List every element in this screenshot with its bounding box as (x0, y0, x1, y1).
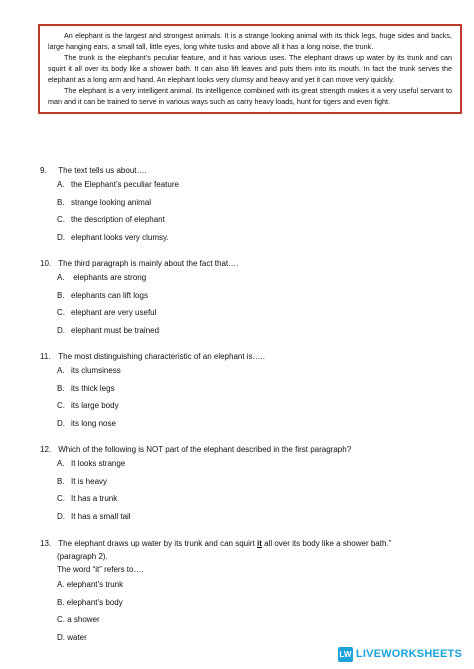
option-a[interactable] (40, 362, 460, 380)
question-text-after: all over its body like a shower bath.” (261, 539, 392, 548)
question-stem (40, 165, 460, 176)
liveworksheets-logo-icon: LW (338, 647, 353, 662)
option-list (40, 576, 460, 646)
option-c[interactable] (40, 490, 460, 508)
option-text: the Elephant’s peculiar feature (71, 180, 179, 189)
option-letter: D. (57, 232, 65, 242)
question-reference: (paragraph 2). (57, 552, 108, 561)
option-letter: A. (57, 580, 65, 589)
option-d[interactable] (40, 322, 460, 340)
question-number: 12. (40, 445, 52, 454)
option-b[interactable] (40, 594, 460, 612)
option-letter: C. (57, 615, 65, 624)
question-number: 13. (40, 539, 52, 548)
option-text: It is heavy (71, 476, 108, 486)
option-d[interactable] (40, 508, 460, 526)
question-text: The text tells us about…. (58, 166, 147, 175)
option-d[interactable] (40, 229, 460, 247)
option-text: elephant’s trunk (66, 580, 124, 589)
option-letter: C. (57, 401, 65, 410)
option-text: a shower (67, 615, 100, 624)
option-b[interactable] (40, 380, 460, 398)
passage-paragraph-3: The elephant is a very intelligent animal. Its intelligence combined with its great strength makes it a very useful servant to man and it can be trained to serve in various ways such as carry heavy loads, hunt for tigers and even fight. (48, 86, 452, 106)
question-11 (40, 351, 460, 432)
option-list (40, 455, 460, 525)
question-text-emphasis: it (257, 539, 262, 548)
question-number: 9. (40, 166, 47, 175)
question-stem (40, 351, 460, 362)
option-letter: B. (57, 290, 65, 300)
question-stem (40, 258, 460, 269)
option-b[interactable] (40, 473, 460, 491)
question-text (58, 539, 391, 548)
option-c[interactable] (40, 611, 460, 629)
option-text: elephant’s body (66, 597, 123, 607)
option-c[interactable] (40, 211, 460, 229)
question-stem (40, 537, 460, 550)
question-text: The third paragraph is mainly about the fact that…. (58, 259, 239, 268)
question-text-before: The elephant draws up water by its trunk and can squirt (58, 539, 258, 548)
option-letter: C. (57, 494, 65, 503)
option-d[interactable] (40, 415, 460, 433)
option-list (40, 362, 460, 432)
option-a[interactable] (40, 455, 460, 473)
option-letter: B. (57, 597, 65, 607)
liveworksheets-logo-text: LIVEWORKSHEETS (355, 648, 462, 660)
option-letter: C. (57, 308, 65, 317)
question-text: Which of the following is NOT part of the elephant described in the first paragraph? (58, 445, 352, 454)
option-letter: A. (57, 180, 65, 189)
passage-paragraph-2: The trunk is the elephant’s peculiar feature, and it has various uses. The elephant draws up water by its trunk and can squirt it all over its body like a shower bath. It can also lift leaves and puts them into its mouth. In fact the trunk serves the elephant as a long arm and hand. An elephant looks very clumsy and heavy and yet it can move very quickly. (48, 53, 452, 84)
option-letter: D. (57, 325, 65, 335)
option-list (40, 269, 460, 339)
option-text: It looks strange (71, 459, 126, 468)
option-text: It has a small tail (71, 511, 131, 521)
option-letter: B. (57, 383, 65, 393)
passage-paragraph-1: An elephant is the largest and strongest animals. It is a strange looking animal with its thick legs, huge sides and backs, large hanging ears, a small tall, little eyes, long white tusks and above all it has a long noise, the trunk. (48, 31, 452, 51)
option-text: the description of elephant (71, 215, 165, 224)
option-list (40, 176, 460, 246)
option-letter: D. (57, 632, 65, 642)
option-b[interactable] (40, 287, 460, 305)
question-list (40, 165, 460, 646)
option-text: water (67, 632, 87, 642)
option-text: its clumsiness (71, 366, 121, 375)
question-number: 10. (40, 259, 52, 268)
option-text: elephants can lift logs (71, 290, 148, 300)
question-prompt: The word “it” refers to…. (57, 565, 144, 574)
question-12 (40, 444, 460, 525)
option-text: its large body (71, 401, 119, 410)
option-letter: D. (57, 511, 65, 521)
option-text: strange looking animal (71, 197, 152, 207)
question-number: 11. (40, 352, 51, 361)
option-letter: B. (57, 197, 65, 207)
option-letter: B. (57, 476, 65, 486)
question-10 (40, 258, 460, 339)
option-letter: D. (57, 418, 65, 428)
question-9 (40, 165, 460, 246)
option-letter: C. (57, 215, 65, 224)
option-text: elephant are very useful (71, 308, 157, 317)
liveworksheets-logo[interactable] (338, 645, 462, 663)
reading-passage (38, 24, 462, 114)
option-b[interactable] (40, 194, 460, 212)
option-c[interactable] (40, 397, 460, 415)
question-stem (40, 444, 460, 455)
option-text: its thick legs (71, 383, 115, 393)
option-letter: A. (57, 273, 65, 282)
option-d[interactable] (40, 629, 460, 647)
option-text: elephant must be trained (71, 325, 160, 335)
option-a[interactable] (40, 176, 460, 194)
option-a[interactable] (40, 269, 460, 287)
option-c[interactable] (40, 304, 460, 322)
option-text: It has a trunk (71, 494, 118, 503)
option-a[interactable] (40, 576, 460, 594)
option-letter: A. (57, 366, 65, 375)
question-text: The most distinguishing characteristic of an elephant is….. (58, 352, 266, 361)
option-text: elephants are strong (71, 273, 147, 282)
question-13 (40, 537, 460, 646)
option-text: elephant looks very clumsy. (71, 232, 169, 242)
option-text: its long nose (71, 418, 116, 428)
option-letter: A. (57, 459, 65, 468)
